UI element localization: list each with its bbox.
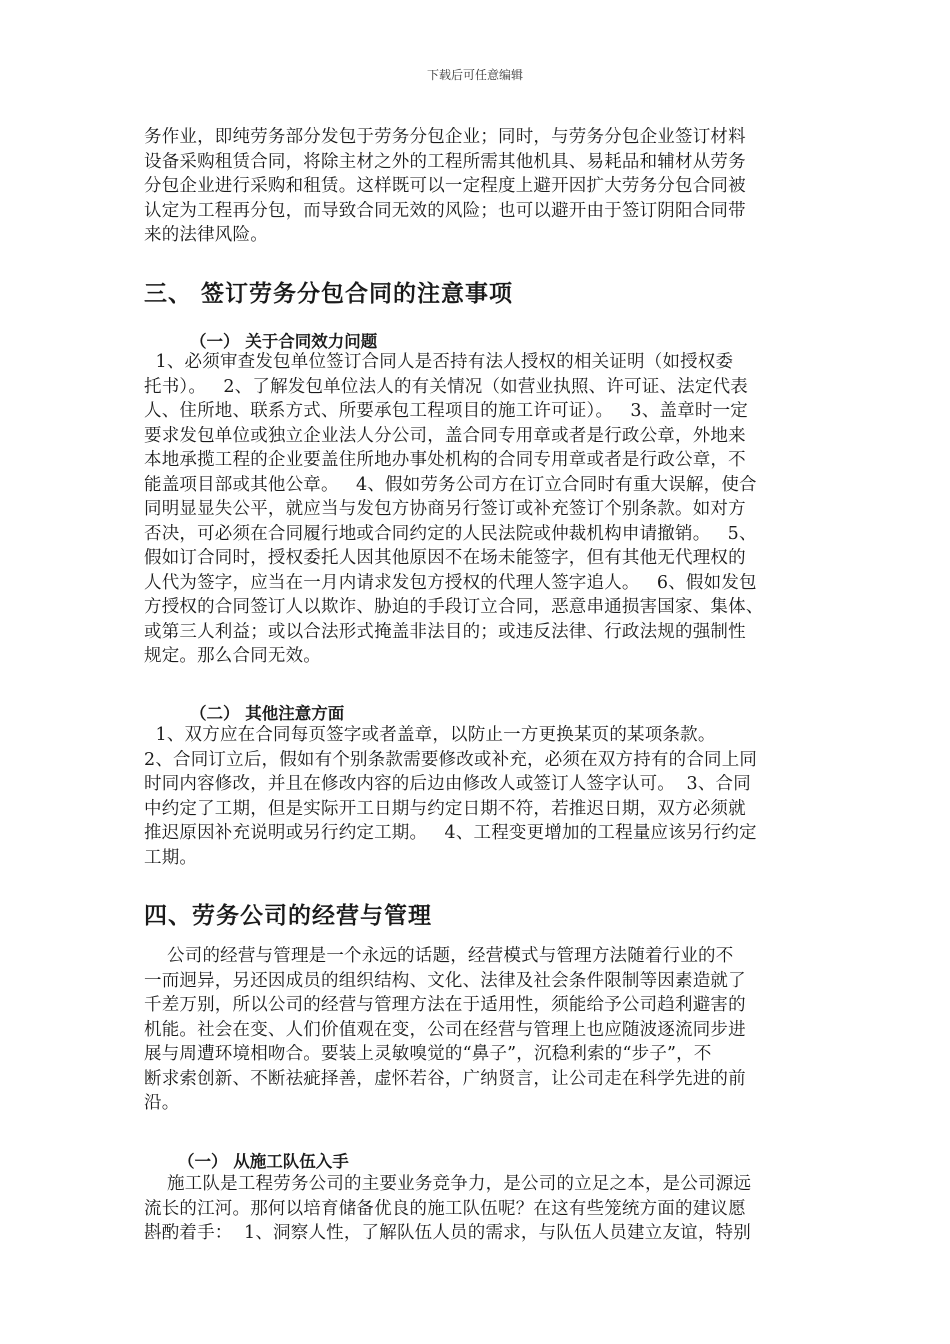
section-3-sub-2-body xyxy=(144,723,810,870)
text-line: 施工队是工程劳务公司的主要业务竞争力，是公司的立足之本，是公司源远 xyxy=(144,1174,752,1194)
text-line: 机能。社会在变、人们价值观在变，公司在经营与管理上也应随波逐流同步进 xyxy=(144,1019,746,1040)
text-line: 沿。 xyxy=(144,1093,180,1113)
section-3-heading: 三、 签订劳务分包合同的注意事项 xyxy=(144,281,514,307)
text-line: 否决，可必须在合同履行地或合同约定的人民法院或仲裁机构申请撤销。 5、 xyxy=(144,523,757,544)
section-4-sub-1-heading: （一） 从施工队伍入手 xyxy=(178,1152,349,1171)
text-line: 流长的江河。那何以培育储备优良的施工队伍呢？在这有些笼统方面的建议愿 xyxy=(144,1198,746,1219)
text-line: 斟酌着手： 1、洞察人性，了解队伍人员的需求，与队伍人员建立友谊，特别 xyxy=(144,1223,751,1243)
section-3-sub-1-heading-wrap xyxy=(190,328,790,352)
text-line: 2、合同订立后，假如有个别条款需要修改或补充，必须在双方持有的合同上同 xyxy=(144,749,758,770)
text-line: 一而迥异，另还因成员的组织结构、文化、法律及社会条件限制等因素造就了 xyxy=(144,970,746,991)
text-line: 要求发包单位或独立企业法人分公司，盖合同专用章或者是行政公章，外地来 xyxy=(144,425,746,446)
section-3-sub-2-heading-wrap xyxy=(190,700,790,724)
text-line: 公司的经营与管理是一个永远的话题，经营模式与管理方法随着行业的不 xyxy=(144,946,734,966)
section-3-sub-1-body xyxy=(144,350,810,669)
text-line: 1、必须审查发包单位签订合同人是否持有法人授权的相关证明（如授权委 xyxy=(144,352,734,372)
section-4-sub-1-heading-wrap xyxy=(178,1148,778,1172)
section-4-intro xyxy=(144,944,810,1116)
text-line: 假如订合同时，授权委托人因其他原因不在场未能签字，但有其他无代理权的 xyxy=(144,548,746,568)
intro-paragraph xyxy=(144,125,810,248)
text-line: 展与周遭环境相吻合。要装上灵敏嗅觉的“鼻子”，沉稳利索的“步子”，不 xyxy=(144,1044,712,1064)
text-line: 人、住所地、联系方式、所要承包工程项目的施工许可证）。 3、盖章时一定 xyxy=(144,401,748,421)
text-line: 时同内容修改，并且在修改内容的后边由修改人或签订人签字认可。 3、合同 xyxy=(144,774,751,794)
text-line: 本地承揽工程的企业要盖住所地办事处机构的合同专用章或者是行政公章，不 xyxy=(144,450,746,470)
text-line: 来的法律风险。 xyxy=(144,225,268,245)
text-line: 1、双方应在合同每页签字或者盖章，以防止一方更换某页的某项条款。 xyxy=(144,725,716,745)
text-line: 方授权的合同签订人以欺诈、胁迫的手段订立合同，恶意串通损害国家、集体、 xyxy=(144,597,764,617)
text-line: 规定。那么合同无效。 xyxy=(144,646,321,666)
text-line: 千差万别，所以公司的经营与管理方法在于适用性，须能给予公司趋利避害的 xyxy=(144,995,746,1015)
section-4-sub-1-body xyxy=(144,1172,810,1246)
text-line: 务作业，即纯劳务部分发包于劳务分包企业；同时，与劳务分包企业签订材料 xyxy=(144,127,746,147)
text-line: 设备采购租赁合同，将除主材之外的工程所需其他机具、易耗品和辅材从劳务 xyxy=(144,151,746,172)
text-line: 人代为签字，应当在一月内请求发包方授权的代理人签字追人。 6、假如发包 xyxy=(144,572,757,593)
text-line: 同明显显失公平，就应当与发包方协商另行签订或补充签订个别条款。如对方 xyxy=(144,499,746,519)
section-4 xyxy=(144,897,810,930)
text-line: 工期。 xyxy=(144,847,198,868)
section-4-heading: 四、劳务公司的经营与管理 xyxy=(144,903,432,929)
text-line: 托书）。 2、了解发包单位法人的有关情况（如营业执照、许可证、法定代表 xyxy=(144,376,748,397)
text-line: 认定为工程再分包，而导致合同无效的风险；也可以避开由于签订阴阳合同带 xyxy=(144,200,746,221)
section-3-sub-2-heading: （二） 其他注意方面 xyxy=(190,704,345,723)
text-line: 推迟原因补充说明或另行约定工期。 4、工程变更增加的工程量应该另行约定 xyxy=(144,823,757,843)
text-line: 中约定了工期，但是实际开工日期与约定日期不符，若推迟日期，双方必须就 xyxy=(144,798,746,819)
text-line: 能盖项目部或其他公章。 4、假如劳务公司方在订立合同时有重大误解，使合 xyxy=(144,474,757,495)
text-line: 或第三人利益；或以合法形式掩盖非法目的；或违反法律、行政法规的强制性 xyxy=(144,621,746,642)
section-3 xyxy=(144,275,810,308)
text-line: 断求索创新、不断祛疵择善，虚怀若谷，广纳贤言，让公司走在科学先进的前 xyxy=(144,1068,746,1089)
text-line: 分包企业进行采购和租赁。这样既可以一定程度上避开因扩大劳务分包合同被 xyxy=(144,176,746,196)
section-3-sub-1-heading: （一） 关于合同效力问题 xyxy=(190,332,378,351)
page-header-note: 下载后可任意编辑 xyxy=(426,68,523,82)
